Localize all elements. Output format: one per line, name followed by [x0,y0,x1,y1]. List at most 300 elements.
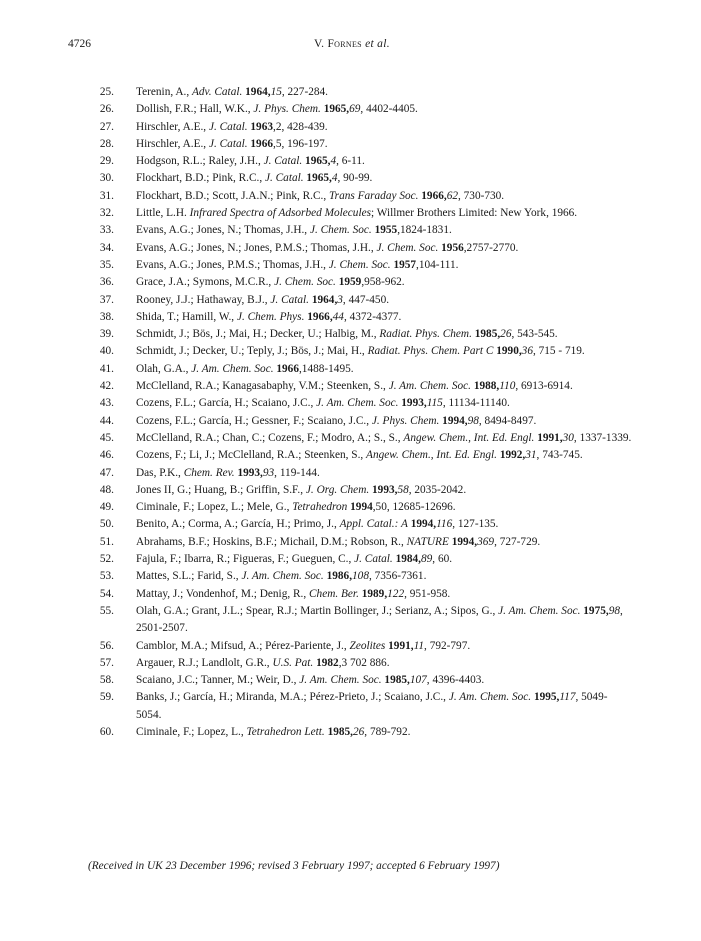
reference-item [84,101,632,118]
reference-plain-text: Evans, A.G.; Jones, P.M.S.; Thomas, J.H., [136,258,329,271]
reference-bold-text: , [605,604,609,617]
reference-text [114,395,632,412]
reference-plain-text: ,958-962. [361,276,405,289]
reference-italic-text: 3 [337,293,343,306]
reference-item [84,292,632,309]
reference-number: 50. [99,518,114,531]
reference-plain-text: , 1337-1339. [573,431,632,444]
reference-text [114,326,632,343]
reference-bold-text: 1986 [326,570,350,583]
reference-italic-text: Radiat. Phys. Chem. Part C [367,345,494,358]
reference-bold-text: , [394,483,398,496]
reference-number: 25. [99,86,114,98]
reference-number: 35. [99,258,114,271]
reference-bold-text: , [496,380,500,393]
reference-text [114,672,632,689]
reference-number: 44. [99,414,114,427]
reference-number: 53. [99,570,114,583]
reference-italic-text: 15 [270,86,282,98]
reference-text [114,551,632,568]
reference-bold-text: 1966 [307,310,330,323]
reference-number: 31. [99,189,114,202]
reference-italic-text: 69 [349,103,361,116]
reference-bold-text: , [433,518,437,531]
reference-number: 45. [99,431,114,444]
reference-text [114,153,632,170]
reference-text [114,586,632,603]
reference-plain-text: Little, L.H. [136,207,190,220]
reference-list [84,84,632,741]
reference-text [114,222,632,239]
reference-number: 38. [99,310,114,323]
reference-plain-text: , 715 - 719. [532,345,585,358]
reference-plain-text: Dollish, F.R.; Hall, W.K., [136,103,254,116]
reference-item [84,309,632,326]
reference-italic-text: Tetrahedron Lett. [246,725,325,738]
reference-plain-text: , 727-729. [494,535,541,548]
reference-bold-text: 1984 [395,553,419,566]
reference-plain-text: , 11134-11140. [442,397,510,410]
reference-italic-text: 98 [608,604,620,617]
reference-number: 26. [99,103,114,116]
reference-text [114,309,632,326]
reference-plain-text: Scaiano, J.C.; Tanner, M.; Weir, D., [136,674,300,687]
reference-plain-text: McClelland, R.A.; Kanagasabaphy, V.M.; Steenken, S., [136,380,389,393]
reference-bold-text: , [329,172,332,185]
reference-bold-text: 1985 [327,725,351,738]
reference-bold-text: 1966 [276,362,299,375]
reference-italic-text: 369 [477,535,495,548]
reference-number: 32. [99,207,114,220]
reference-text [114,170,632,187]
reference-bold-text: , [327,155,331,168]
reference-number: 52. [99,553,114,566]
reference-text [114,534,632,551]
reference-italic-text: 108 [352,570,369,583]
reference-plain-text: , 6913-6914. [515,380,573,393]
reference-plain-text: , 227-284. [281,86,328,98]
reference-bold-text: , [474,535,478,548]
reference-italic-text: 58 [397,483,409,496]
reference-plain-text: Cozens, F.L.; García, H.; Gessner, F.; Scaiano, J.C., [136,414,372,427]
reference-plain-text: Hirschler, A.E., [136,120,209,133]
reference-bold-text: 1991 [537,431,560,444]
reference-number: 58. [99,674,114,687]
reference-italic-text: J. Catal. [354,553,393,566]
reference-bold-text: 1957 [393,258,417,271]
reference-bold-text: , [410,639,414,652]
reference-plain-text: ,2, 428-439. [273,120,328,133]
reference-plain-text: Fajula, F.; Ibarra, R.; Figueras, F.; Gueguen, C., [136,553,355,566]
reference-plain-text: Evans, A.G.; Jones, N.; Thomas, J.H., [136,224,310,237]
reference-italic-text: 11 [413,639,425,652]
reference-italic-text: J. Catal. [263,155,303,168]
reference-number: 59. [99,691,114,704]
reference-plain-text: Abrahams, B.F.; Hoskins, B.F.; Michail, D.M.; Robson, R., [136,535,407,548]
reference-number: 51. [99,535,114,548]
reference-text [114,257,632,274]
reference-italic-text: J. Phys. Chem. [253,103,321,116]
reference-italic-text: Chem. Rev. [183,466,235,479]
reference-item [84,326,632,343]
reference-italic-text: J. Am. Chem. Soc. [316,397,399,410]
reference-plain-text: Flockhart, B.D.; Scott, J.A.N.; Pink, R.C., [136,189,330,202]
reference-item [84,586,632,603]
reference-item [84,482,632,499]
reference-bold-text: 1988 [473,380,497,393]
reference-item [84,638,632,655]
reference-plain-text: Benito, A.; Corma, A.; García, H.; Primo, J., [136,518,340,531]
reference-item [84,603,632,638]
reference-bold-text: 1963 [250,120,273,133]
reference-text [114,638,632,655]
running-title-author: V. Fornes [314,38,362,50]
reference-plain-text: , 730-730. [458,189,505,202]
reference-italic-text: 30 [562,431,574,444]
reference-italic-text: J. Catal. [264,172,304,185]
reference-italic-text: Angew. Chem., Int. Ed. Engl. [366,449,497,462]
reference-italic-text: 93 [262,466,275,479]
reference-item [84,534,632,551]
reference-bold-text: 1966 [421,189,444,202]
reference-bold-text: 1993 [372,483,395,496]
reference-plain-text: ,5, 196-197. [273,137,328,150]
reference-italic-text: 36 [521,345,533,358]
reference-text [114,292,632,309]
reference-number: 42. [99,380,114,393]
reference-bold-text: 1993 [401,397,424,410]
reference-text [114,205,632,222]
reference-item [84,153,632,170]
reference-italic-text: Trans Faraday Soc. [329,189,419,202]
reference-bold-text: , [407,674,410,687]
reference-text [114,603,632,638]
reference-plain-text: , 8494-8497. [478,414,537,427]
reference-plain-text: Mattay, J.; Vondenhof, M.; Denig, R., [136,587,310,600]
reference-italic-text: NATURE [406,535,449,548]
reference-item [84,655,632,672]
reference-bold-text: , [423,397,427,410]
reference-italic-text: J. Am. Chem. Soc. [299,674,382,687]
reference-text [114,430,632,447]
reference-bold-text: , [334,293,338,306]
reference-item [84,551,632,568]
reference-bold-text: 1994 [410,518,434,531]
reference-item [84,222,632,239]
reference-plain-text: , 6-11. [336,155,365,168]
reference-italic-text: J. Am. Chem. Soc. [388,380,471,393]
reference-number: 48. [99,483,114,496]
reference-plain-text: , 792-797. [424,639,471,652]
reference-item [84,378,632,395]
reference-plain-text: ,104-111. [416,258,459,271]
reference-bold-text: 1964 [245,86,268,98]
reference-bold-text: , [260,466,263,479]
reference-bold-text: , [329,310,333,323]
reference-bold-text: , [518,345,522,358]
reference-item [84,274,632,291]
reference-item [84,499,632,516]
reference-plain-text: , 60. [432,553,453,566]
reference-text [114,724,632,741]
reference-italic-text: J. Am. Chem. Soc. [448,691,532,704]
reference-bold-text: 1956 [441,241,464,254]
reference-number: 46. [99,449,114,462]
reference-italic-text: 115 [426,397,443,410]
reference-bold-text: 1982 [316,656,339,669]
reference-number: 49. [99,501,114,514]
reference-text [114,84,632,101]
page-number: 4726 [68,38,91,50]
reference-text [114,343,632,360]
reference-plain-text: Schmidt, J.; Decker, U.; Teply, J.; Bös, J.; Mai, H., [136,345,368,358]
reference-italic-text: J. Org. Chem. [305,483,370,496]
reference-italic-text: 4 [330,155,337,168]
reference-italic-text: 26 [500,328,512,341]
reference-plain-text: Flockhart, B.D.; Pink, R.C., [136,172,265,185]
reference-italic-text: 107 [409,674,427,687]
reference-item [84,343,632,360]
reference-number: 43. [99,397,114,410]
reference-italic-text: Chem. Ber. [309,587,359,600]
reference-bold-text: 1991 [388,639,411,652]
reference-plain-text: , 119-144. [274,466,320,479]
reference-plain-text: Grace, J.A.; Symons, M.C.R., [136,276,275,289]
reference-number: 54. [99,587,114,600]
reference-text [114,378,632,395]
reference-bold-text: 1965 [305,155,328,168]
reference-text [114,689,632,724]
reference-italic-text: 117 [559,691,576,704]
reference-bold-text: , [350,725,353,738]
reference-bold-text: 1993 [237,466,261,479]
reference-italic-text: U.S. Pat. [272,656,314,669]
reference-italic-text: J. Chem. Phys. [236,310,305,323]
reference-bold-text: , [464,414,468,427]
reference-italic-text: J. Catal. [208,120,248,133]
reference-italic-text: J. Chem. Soc. [309,224,372,237]
reference-item [84,84,632,101]
reference-italic-text: 122 [387,587,405,600]
reference-number: 57. [99,656,114,669]
reference-number: 27. [99,120,114,133]
reference-plain-text: ,3 702 886. [338,656,390,669]
reference-italic-text: J. Chem. Soc. [376,241,439,254]
reference-bold-text: 1985 [474,328,498,341]
reference-plain-text: , 447-450. [342,293,390,306]
reference-italic-text: J. Am. Chem. Soc. [241,570,324,583]
reference-plain-text: Jones II, G.; Huang, B.; Griffin, S.F., [136,483,306,496]
reference-plain-text: , 4372-4377. [343,310,402,323]
reference-text [114,413,632,430]
reference-bold-text: 1955 [374,224,398,237]
reference-bold-text: 1990 [496,345,519,358]
reference-bold-text: , [267,86,271,98]
reference-bold-text: 1964 [311,293,335,306]
reference-plain-text: , 90-99. [337,172,373,185]
reference-plain-text: Schmidt, J.; Bös, J.; Mai, H.; Decker, U.; Halbig, M., [136,328,380,341]
reference-plain-text: Hodgson, R.L.; Raley, J.H., [136,155,264,168]
reference-number: 60. [99,725,114,738]
reference-plain-text: , 2035-2042. [408,483,467,496]
reference-item [84,395,632,412]
reference-number: 56. [99,639,114,652]
reference-plain-text: , 5049-5054. [136,691,608,721]
reference-bold-text: 1966 [250,137,273,150]
reference-bold-text: , [522,449,526,462]
reference-text [114,568,632,585]
reference-plain-text: Camblor, M.A.; Mifsud, A.; Pérez-Pariente, J., [136,639,350,652]
reference-plain-text: Banks, J.; García, H.; Miranda, M.A.; Pérez-Prieto, J.; Scaiano, J.C., [136,691,449,704]
reference-plain-text: , 4402-4405. [360,103,418,116]
reference-italic-text: Angew. Chem., Int. Ed. Engl. [403,431,535,444]
reference-item [84,119,632,136]
running-title [314,38,390,50]
reference-text [114,240,632,257]
page-header [68,38,633,54]
reference-italic-text: J. Am. Chem. Soc. [498,604,581,617]
reference-plain-text: Olah, G.A.; Grant, J.L.; Spear, R.J.; Martin Bollinger, J.; Serianz, A.; Sipos, G., [136,604,499,617]
reference-text [114,447,632,464]
reference-plain-text: Hirschler, A.E., [136,137,209,150]
reference-item [84,188,632,205]
reference-plain-text: Olah, G.A., [136,362,192,375]
reference-number: 41. [99,362,114,375]
reference-bold-text: , [349,570,353,583]
received-dates-note: (Received in UK 23 December 1996; revised 3 February 1997; accepted 6 February 1997) [88,860,500,872]
reference-text [114,465,632,482]
reference-text [114,361,632,378]
reference-plain-text: ,1488-1495. [298,362,354,375]
reference-bold-text: , [497,328,501,341]
reference-number: 29. [99,155,114,168]
reference-bold-text: 1975 [583,604,606,617]
reference-italic-text: 62 [446,189,458,202]
reference-number: 36. [99,276,114,289]
reference-italic-text: Adv. Catal. [192,86,243,98]
reference-item [84,465,632,482]
reference-italic-text: J. Phys. Chem. [371,414,440,427]
reference-italic-text: J. Am. Chem. Soc. [191,362,274,375]
reference-plain-text: Das, P.K., [136,466,184,479]
reference-bold-text: 1985 [384,674,408,687]
reference-number: 33. [99,224,114,237]
reference-plain-text: , 7356-7361. [368,570,427,583]
reference-plain-text: Cozens, F.; Li, J.; McClelland, R.A.; Steenken, S., [136,449,367,462]
reference-plain-text: ,2757-2770. [463,241,519,254]
reference-italic-text: 116 [436,518,453,531]
reference-item [84,205,632,222]
reference-italic-text: Radiat. Phys. Chem. [379,328,472,341]
reference-item [84,170,632,187]
reference-plain-text: ,50, 12685-12696. [372,501,456,514]
reference-bold-text: 1995 [533,691,557,704]
reference-number: 47. [99,466,114,479]
reference-plain-text: , 4396-4403. [426,674,485,687]
reference-text [114,482,632,499]
reference-number: 30. [99,172,114,185]
reference-italic-text: 26 [353,725,365,738]
reference-italic-text: 31 [525,449,537,462]
reference-plain-text: , 789-792. [364,725,411,738]
reference-plain-text: Ciminale, F.; Lopez, L., [136,725,247,738]
reference-bold-text: , [346,103,350,116]
reference-plain-text: Shida, T.; Hamill, W., [136,310,237,323]
reference-number: 55. [99,604,114,617]
reference-italic-text: 110 [499,380,516,393]
reference-item [84,257,632,274]
reference-number: 28. [99,137,114,150]
reference-italic-text: Tetrahedron [292,501,348,514]
reference-italic-text: 4 [331,172,338,185]
reference-plain-text: McClelland, R.A.; Chan, C.; Cozens, F.; Modro, A.; S., S., [136,431,404,444]
reference-number: 37. [99,293,114,306]
reference-text [114,119,632,136]
reference-item [84,136,632,153]
reference-bold-text: 1994 [350,501,373,514]
reference-italic-text: 89 [421,553,433,566]
reference-italic-text: Zeolites [349,639,386,652]
reference-number: 34. [99,241,114,254]
reference-italic-text: J. Catal. [208,137,248,150]
reference-text [114,136,632,153]
reference-plain-text: Rooney, J.J.; Hathaway, B.J., [136,293,271,306]
reference-item [84,240,632,257]
reference-plain-text: ; Willmer Brothers Limited: New York, 1966. [371,207,578,220]
reference-italic-text: J. Catal. [270,293,310,306]
reference-plain-text: Evans, A.G.; Jones, N.; Jones, P.M.S.; Thomas, J.H., [136,241,377,254]
reference-text [114,655,632,672]
reference-item [84,361,632,378]
reference-item [84,724,632,741]
reference-text [114,274,632,291]
reference-item [84,516,632,533]
reference-plain-text: , 2501-2507. [136,604,623,635]
reference-italic-text: Infrared Spectra of Adsorbed Molecules [189,207,372,220]
reference-italic-text: 44 [332,310,344,323]
reference-text [114,499,632,516]
reference-text [114,101,632,118]
reference-bold-text: , [559,431,563,444]
reference-plain-text: , 543-545. [511,328,558,341]
reference-bold-text: 1959 [338,276,362,289]
reference-italic-text: Appl. Catal.: A [339,518,408,531]
reference-plain-text: Cozens, F.L.; García, H.; Scaiano, J.C., [136,397,317,410]
reference-plain-text: Ciminale, F.; Lopez, L.; Mele, G., [136,501,293,514]
reference-bold-text: , [418,553,421,566]
reference-plain-text: ,1824-1831. [397,224,452,237]
running-title-et-al: et al. [365,38,390,50]
reference-italic-text: J. Chem. Soc. [328,258,391,271]
reference-bold-text: 1992 [499,449,523,462]
reference-bold-text: 1965 [306,172,330,185]
reference-number: 40. [99,345,114,358]
reference-item [84,568,632,585]
reference-item [84,413,632,430]
reference-plain-text: Terenin, A., [136,86,192,98]
reference-bold-text: 1989 [361,587,385,600]
reference-text [114,188,632,205]
reference-bold-text: 1994 [451,535,475,548]
reference-item [84,430,632,447]
reference-bold-text: 1994 [442,414,465,427]
reference-plain-text: Mattes, S.L.; Farid, S., [136,570,242,583]
reference-number: 39. [99,328,114,341]
reference-italic-text: J. Chem. Soc. [274,276,336,289]
reference-bold-text: , [384,587,388,600]
reference-plain-text: , 951-958. [404,587,451,600]
reference-plain-text: Argauer, R.J.; Landlolt, G.R., [136,656,273,669]
